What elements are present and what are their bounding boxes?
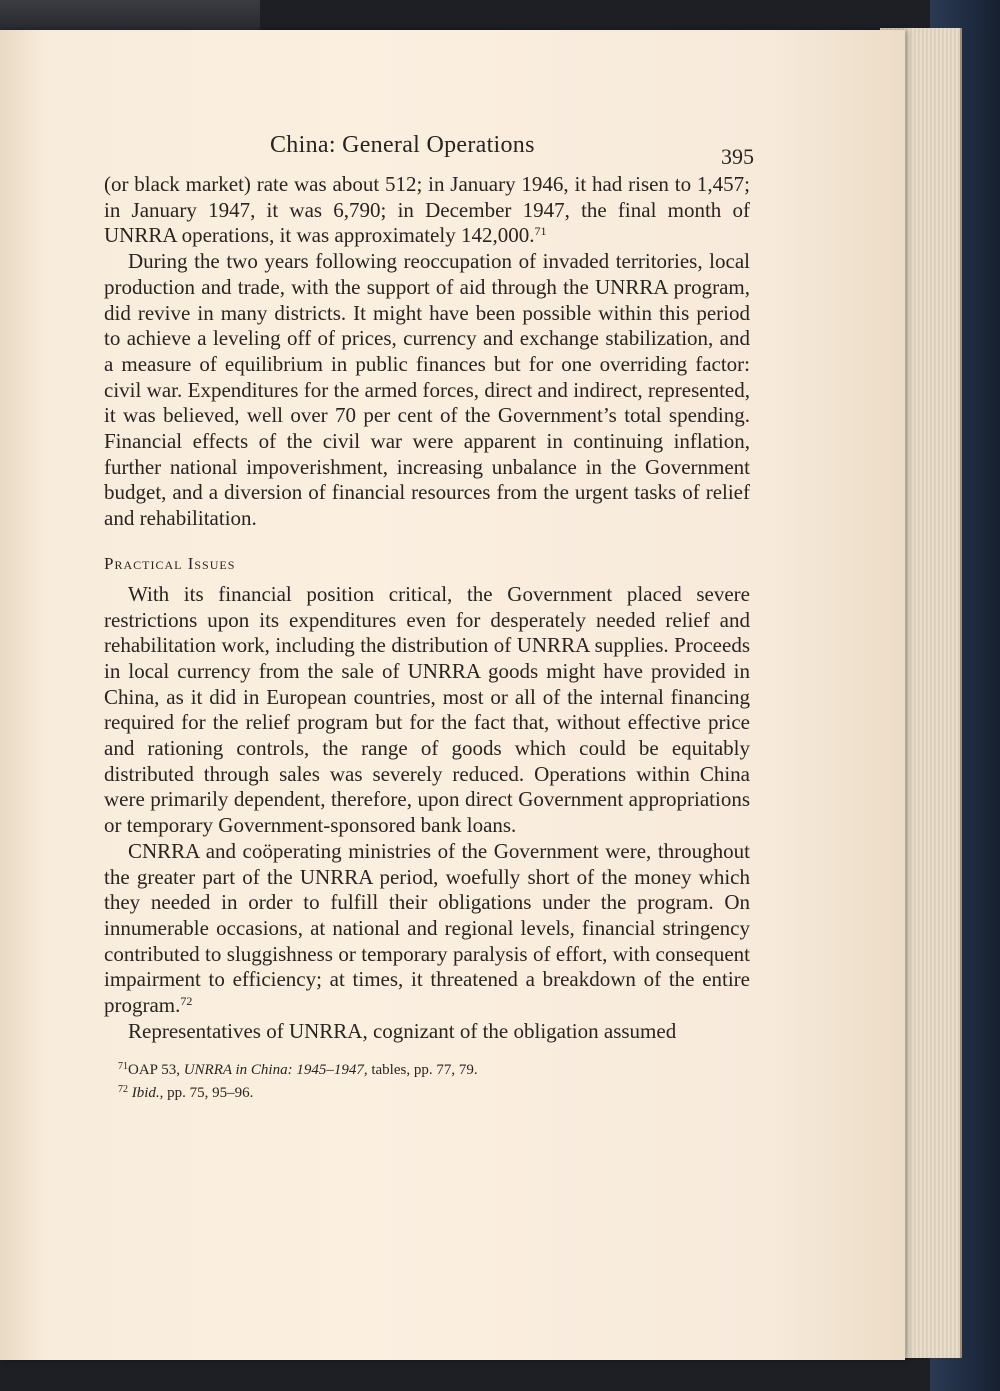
paragraph-text: With its financial position critical, the Government placed severe restrictions upon its expenditures even for desperately needed relief and rehabilitation work, including the distribution of UNRRA supplies. Proceeds in local currency from the sale of UNRRA goods might have provided in China, as it did in European countries, most or all of the internal financing required for the relief program but for the fact that, without effective price and rationing controls, the range of goods which could be equitably distributed through sales was severely reduced. Operations within China were primarily dependent, therefore, upon direct Government appropriations or temporary Government-sponsored bank loans. [104,581,750,838]
page-number: 395 [721,144,754,169]
running-head [104,132,754,172]
footnote-title: UNRRA in China: 1945–1947 [183,1061,364,1078]
paragraph [104,582,750,839]
paragraph [104,249,750,532]
section-heading: Practical Issues [104,553,236,573]
footnote-reference: 72 [180,994,193,1009]
paragraph-text: CNRRA and coöperating ministries of the Government were, throughout the greater part of the UNRRA period, woefully short of the money which they needed in order to fulfill their obligations under the program. On innumerable occasions, at national and regional levels, financial stringency contributed to sluggishness or temporary paralysis of effort, with consequent impairment to efficiency; at times, it threatened a breakdown of the entire program. [104,838,750,1018]
page-text-block [104,132,754,1103]
footnote [118,1080,750,1103]
footnote-mark: 71 [118,1060,128,1072]
running-head-title: China: General Operations [270,132,535,158]
book-page [0,30,905,1360]
paragraph [104,839,750,1019]
paragraph-text: During the two years following reoccupation of invaded territories, local production and trade, with the support of aid through the UNRRA program, did revive in many districts. It might have been possible within this period to achieve a leveling off of prices, currency and exchange stabilization, and a measure of equilibrium in public finances but for one overriding factor: civil war. Expenditures for the armed forces, direct and indirect, represented, it was believed, well over 70 per cent of the Government’s total spending. Financial effects of the civil war were apparent in continuing inflation, further national impoverishment, increasing unbalance in the Government budget, and a diversion of financial resources from the urgent tasks of relief and rehabilitation. [104,249,750,531]
footnote-suffix: , tables, pp. 77, 79. [363,1061,478,1078]
footnote-prefix: OAP 53, [128,1061,184,1078]
paragraph [104,172,750,249]
paragraph-text: Representatives of UNRRA, cognizant of the obligation assumed [128,1018,677,1043]
footnotes [104,1057,750,1103]
footnote [118,1057,750,1080]
footnote-reference: 71 [534,224,547,239]
footnote-title: Ibid. [131,1084,160,1101]
paragraph-text: (or black market) rate was about 512; in January 1946, it had risen to 1,457; in January 1947, it was 6,790; in December 1947, the final month of UNRRA operations, it was approximately 142,000. [104,172,750,248]
footnote-mark: 72 [118,1083,128,1095]
footnote-suffix: , pp. 75, 95–96. [159,1084,254,1101]
paragraph [104,1019,750,1045]
